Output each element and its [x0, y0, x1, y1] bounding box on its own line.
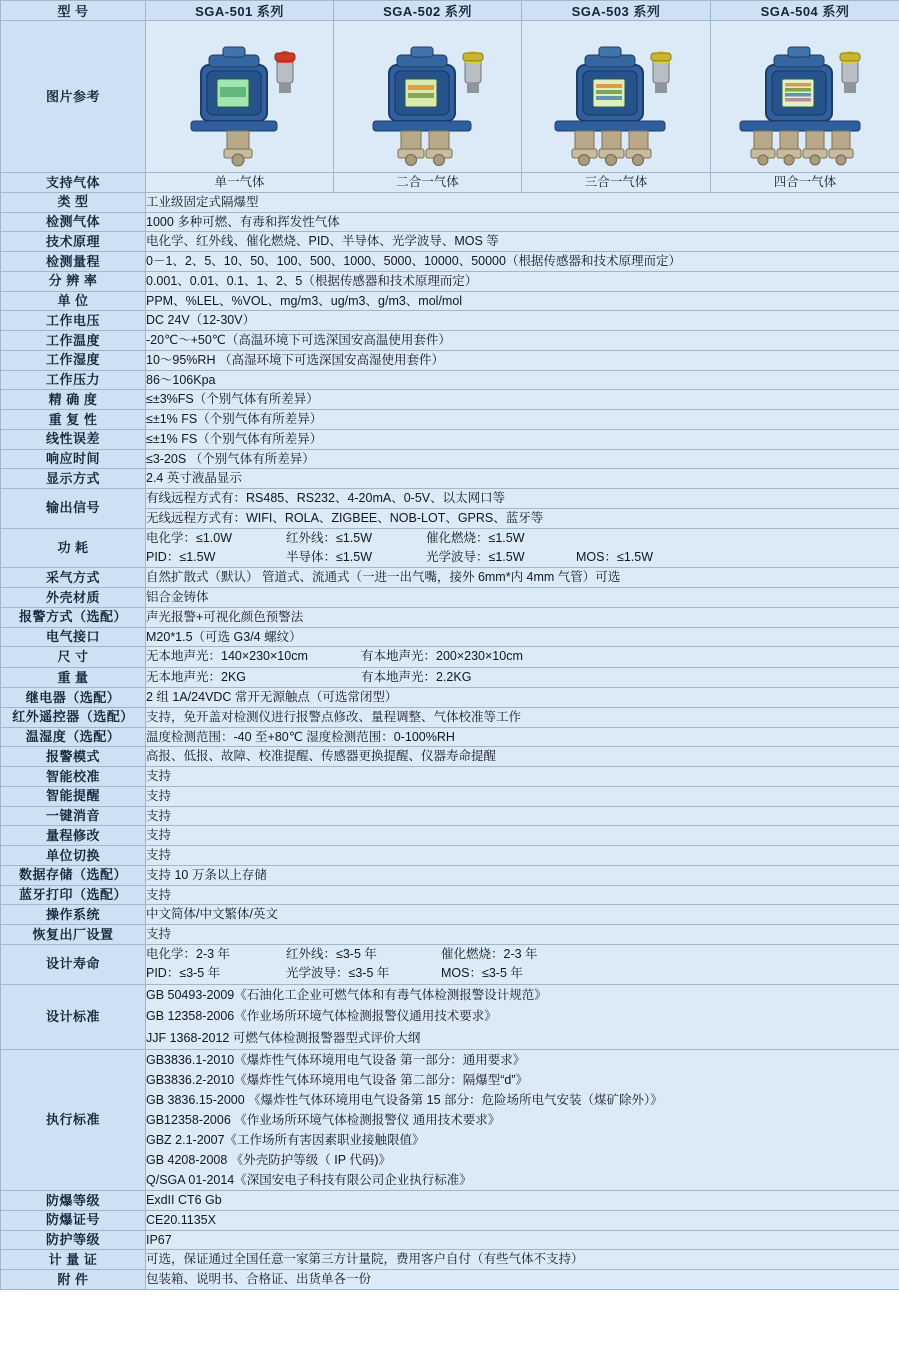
row-value-type: 工业级固定式隔爆型	[146, 192, 899, 212]
row-label-unit: 单 位	[1, 291, 146, 311]
table-row-work-humidity	[1, 350, 899, 370]
row-value-data-storage-optional: 支持 10 万条以上存储	[146, 865, 899, 885]
detector-2-sensor	[353, 27, 503, 167]
row-value-detect-gas: 1000 多种可燃、有毒和挥发性气体	[146, 212, 899, 232]
row-label-smart-calibration: 智能校准	[1, 767, 146, 787]
model-501: SGA-501 系列	[146, 1, 334, 21]
table-row-factory-reset	[1, 925, 899, 945]
exec-standard-item-7: Q/SGA 01-2014《深国安电子科技有限公司企业执行标准》	[146, 1173, 472, 1187]
life-echem: 电化学：2-3 年	[146, 946, 231, 961]
row-label-model: 型 号	[1, 1, 146, 21]
table-row-range	[1, 252, 899, 272]
row-label-data-storage-optional: 数据存储（选配）	[1, 865, 146, 885]
exec-standard-item-6: GB 4208-2008 《外壳防护等级（ IP 代码)》	[146, 1153, 391, 1167]
row-label-image-reference: 图片参考	[1, 21, 146, 173]
table-row-ir-remote-optional	[1, 707, 899, 727]
table-row-alarm-mode-optional	[1, 607, 899, 627]
table-row-power	[1, 528, 899, 568]
row-label-principle: 技术原理	[1, 232, 146, 252]
row-label-measure-certificate: 计 量 证	[1, 1250, 146, 1270]
table-row-ex-grade	[1, 1191, 899, 1211]
table-row-relay-optional	[1, 688, 899, 708]
row-value-sampling: 自然扩散式（默认） 管道式、流通式（一进一出气嘴，接外 6mm*内 4mm 气管）可选	[146, 568, 899, 588]
life-optical: 光学波导：≤3-5 年	[286, 966, 390, 981]
row-value-ir-remote-optional: 支持，免开盖对检测仪进行报警点修改、量程调整、气体校准等工作	[146, 707, 899, 727]
row-value-smart-remind: 支持	[146, 786, 899, 806]
row-label-ex-grade: 防爆等级	[1, 1191, 146, 1211]
table-row-display	[1, 469, 899, 489]
row-label-exec-standard: 执行标准	[1, 1050, 146, 1191]
model-504: SGA-504 系列	[711, 1, 899, 21]
row-value-work-pressure: 86～106Kpa	[146, 370, 899, 390]
row-label-electrical-port: 电气接口	[1, 627, 146, 647]
table-row-accuracy	[1, 390, 899, 410]
detector-image-501	[146, 21, 334, 173]
row-label-dimension: 尺 寸	[1, 647, 146, 667]
detector-image-502	[334, 21, 522, 173]
row-label-work-pressure: 工作压力	[1, 370, 146, 390]
row-label-range: 检测量程	[1, 252, 146, 272]
row-value-work-humidity: 10～95%RH （高湿环境下可选深国安高湿使用套件）	[146, 350, 899, 370]
row-label-work-temp: 工作温度	[1, 331, 146, 351]
row-label-alarm-mode-optional: 报警方式（选配）	[1, 607, 146, 627]
table-row-weight	[1, 667, 899, 687]
table-row-smart-calibration	[1, 767, 899, 787]
detector-image-503	[522, 21, 711, 173]
row-label-relay-optional: 继电器（选配）	[1, 688, 146, 708]
row-value-factory-reset: 支持	[146, 925, 899, 945]
row-label-repeatability: 重 复 性	[1, 410, 146, 430]
row-label-ir-remote-optional: 红外遥控器（选配）	[1, 707, 146, 727]
row-value-smart-calibration: 支持	[146, 767, 899, 787]
power-catalytic: 催化燃烧：≤1.5W	[426, 530, 525, 545]
table-row-work-temp	[1, 331, 899, 351]
row-label-ex-certificate: 防爆证号	[1, 1210, 146, 1230]
design-standard-item-3: JJF 1368-2012 可燃气体检测报警器型式评价大纲	[146, 1030, 421, 1045]
weight-without-sounder: 无本地声光：2KG	[146, 669, 247, 684]
row-label-response-time: 响应时间	[1, 449, 146, 469]
exec-standard-item-4: GB12358-2006 《作业场所环境气体检测报警仪 通用技术要求》	[146, 1113, 501, 1127]
detector-4-sensor	[730, 27, 880, 167]
table-row-temp-humidity-optional	[1, 727, 899, 747]
row-label-one-key-mute: 一键消音	[1, 806, 146, 826]
row-value-alarm-modes: 高报、低报、故障、校准提醒、传感器更换提醒、仪器寿命提醒	[146, 747, 899, 767]
row-value-measure-certificate: 可选，保证通过全国任意一家第三方计量院，费用客户自付（有些气体不支持）	[146, 1250, 899, 1270]
row-value-resolution: 0.001、0.01、0.1、1、2、5（根据传感器和技术原理而定）	[146, 271, 899, 291]
row-label-range-modify: 量程修改	[1, 826, 146, 846]
life-ir: 红外线：≤3-5 年	[286, 946, 377, 961]
row-label-os: 操作系统	[1, 905, 146, 925]
table-row-ip-grade	[1, 1230, 899, 1250]
table-row-principle	[1, 232, 899, 252]
table-row-type	[1, 192, 899, 212]
table-row-work-voltage	[1, 311, 899, 331]
row-value-shell: 铝合金铸体	[146, 588, 899, 608]
table-row-exec-standard	[1, 1050, 899, 1191]
row-label-temp-humidity-optional: 温湿度（选配）	[1, 727, 146, 747]
row-value-work-voltage: DC 24V（12-30V）	[146, 311, 899, 331]
row-value-display: 2.4 英寸液晶显示	[146, 469, 899, 489]
table-row-range-modify	[1, 826, 899, 846]
life-pid: PID：≤3-5 年	[146, 966, 221, 981]
row-value-linearity: ≤±1% FS（个别气体有所差异）	[146, 429, 899, 449]
table-row-response-time	[1, 449, 899, 469]
table-row-sampling	[1, 568, 899, 588]
row-label-power: 功 耗	[1, 528, 146, 568]
row-value-accuracy: ≤±3%FS（个别气体有所差异）	[146, 390, 899, 410]
table-row-design-standard	[1, 984, 899, 1050]
row-value-os: 中文简体/中文繁体/英文	[146, 905, 899, 925]
row-value-alarm-mode-optional: 声光报警+可视化颜色预警法	[146, 607, 899, 627]
table-row-shell	[1, 588, 899, 608]
power-semiconductor: 半导体：≤1.5W	[286, 549, 373, 564]
row-value-output-wired: 有线远程方式有：RS485、RS232、4-20mA、0-5V、以太网口等	[146, 489, 899, 509]
exec-standard-item-3: GB 3836.15-2000 《爆炸性气体环境用电气设备第 15 部分：危险场所电气安装（煤矿除外）》	[146, 1093, 663, 1107]
row-label-work-voltage: 工作电压	[1, 311, 146, 331]
row-label-accessories: 附 件	[1, 1270, 146, 1290]
support-gas-504: 四合一气体	[711, 173, 899, 193]
row-value-one-key-mute: 支持	[146, 806, 899, 826]
row-value-range: 0－1、2、5、10、50、100、500、1000、5000、10000、50000（根据传感器和技术原理而定）	[146, 252, 899, 272]
table-row-smart-remind	[1, 786, 899, 806]
support-gas-503: 三合一气体	[522, 173, 711, 193]
weight-with-sounder: 有本地声光：2.2KG	[361, 669, 472, 684]
table-row-unit	[1, 291, 899, 311]
exec-standard-item-2: GB3836.2-2010《爆炸性气体环境用电气设备 第二部分：隔爆型“d”》	[146, 1073, 529, 1087]
row-value-repeatability: ≤±1% FS（个别气体有所差异）	[146, 410, 899, 430]
table-row-work-pressure	[1, 370, 899, 390]
design-standard-item-1: GB 50493-2009《石油化工企业可燃气体和有毒气体检测报警设计规范》	[146, 987, 547, 1002]
row-label-ip-grade: 防护等级	[1, 1230, 146, 1250]
table-row-linearity	[1, 429, 899, 449]
table-row-measure-certificate	[1, 1250, 899, 1270]
exec-standard-item-5: GBZ 2.1-2007《工作场所有害因素职业接触限值》	[146, 1133, 425, 1147]
table-row-os	[1, 905, 899, 925]
power-echem: 电化学：≤1.0W	[146, 530, 233, 545]
table-row-detect-gas	[1, 212, 899, 232]
row-label-work-humidity: 工作湿度	[1, 350, 146, 370]
row-value-relay-optional: 2 组 1A/24VDC 常开无源触点（可选常闭型）	[146, 688, 899, 708]
table-row-accessories	[1, 1270, 899, 1290]
table-row-image-reference	[1, 21, 899, 173]
dimension-with-sounder: 有本地声光：200×230×10cm	[361, 649, 523, 664]
row-label-design-life: 设计寿命	[1, 944, 146, 984]
table-row-resolution	[1, 271, 899, 291]
row-label-factory-reset: 恢复出厂设置	[1, 925, 146, 945]
row-label-linearity: 线性误差	[1, 429, 146, 449]
table-row-ex-certificate	[1, 1210, 899, 1230]
support-gas-501: 单一气体	[146, 173, 334, 193]
row-value-power	[146, 528, 899, 568]
row-label-unit-switch: 单位切换	[1, 846, 146, 866]
support-gas-502: 二合一气体	[334, 173, 522, 193]
row-value-work-temp: -20℃～+50℃（高温环境下可选深国安高温使用套件）	[146, 331, 899, 351]
row-label-support-gas: 支持气体	[1, 173, 146, 193]
detector-3-sensor	[541, 27, 691, 167]
dimension-without-sounder: 无本地声光：140×230×10cm	[146, 649, 308, 664]
life-mos: MOS：≤3-5 年	[441, 966, 523, 981]
power-optical: 光学波导：≤1.5W	[426, 549, 525, 564]
row-value-exec-standard	[146, 1050, 899, 1191]
row-label-design-standard: 设计标准	[1, 984, 146, 1050]
row-value-response-time: ≤3-20S （个别气体有所差异）	[146, 449, 899, 469]
row-value-unit: PPM、%LEL、%VOL、mg/m3、ug/m3、g/m3、mol/mol	[146, 291, 899, 311]
table-row-model	[1, 1, 899, 21]
power-ir: 红外线：≤1.5W	[286, 530, 373, 545]
model-503: SGA-503 系列	[522, 1, 711, 21]
power-pid: PID：≤1.5W	[146, 549, 216, 564]
table-row-bluetooth-print-optional	[1, 885, 899, 905]
table-row-electrical-port	[1, 627, 899, 647]
table-row-alarm-modes	[1, 747, 899, 767]
row-label-detect-gas: 检测气体	[1, 212, 146, 232]
row-label-weight: 重 量	[1, 667, 146, 687]
life-catalytic: 催化燃烧：2-3 年	[441, 946, 538, 961]
row-value-dimension	[146, 647, 899, 667]
row-label-type: 类 型	[1, 192, 146, 212]
exec-standard-item-1: GB3836.1-2010《爆炸性气体环境用电气设备 第一部分：通用要求》	[146, 1053, 526, 1067]
row-value-temp-humidity-optional: 温度检测范围：-40 至+80℃ 湿度检测范围：0-100%RH	[146, 727, 899, 747]
row-value-weight	[146, 667, 899, 687]
row-value-ex-grade: ExdII CT6 Gb	[146, 1191, 899, 1211]
power-mos: MOS：≤1.5W	[576, 549, 654, 564]
row-value-design-standard	[146, 984, 899, 1050]
table-row-unit-switch	[1, 846, 899, 866]
table-row-dimension	[1, 647, 899, 667]
row-value-ip-grade: IP67	[146, 1230, 899, 1250]
row-value-range-modify: 支持	[146, 826, 899, 846]
detector-image-504	[711, 21, 899, 173]
table-row-repeatability	[1, 410, 899, 430]
row-label-bluetooth-print-optional: 蓝牙打印（选配）	[1, 885, 146, 905]
row-label-alarm-modes: 报警模式	[1, 747, 146, 767]
row-value-electrical-port: M20*1.5（可选 G3/4 螺纹）	[146, 627, 899, 647]
row-value-unit-switch: 支持	[146, 846, 899, 866]
table-row-output-wired	[1, 489, 899, 509]
row-value-principle: 电化学、红外线、催化燃烧、PID、半导体、光学波导、MOS 等	[146, 232, 899, 252]
table-row-data-storage-optional	[1, 865, 899, 885]
row-value-bluetooth-print-optional: 支持	[146, 885, 899, 905]
table-row-one-key-mute	[1, 806, 899, 826]
row-label-shell: 外壳材质	[1, 588, 146, 608]
row-label-output: 输出信号	[1, 489, 146, 529]
row-label-accuracy: 精 确 度	[1, 390, 146, 410]
model-502: SGA-502 系列	[334, 1, 522, 21]
row-value-ex-certificate: CE20.1135X	[146, 1210, 899, 1230]
row-label-display: 显示方式	[1, 469, 146, 489]
row-label-resolution: 分 辨 率	[1, 271, 146, 291]
row-value-accessories: 包装箱、说明书、合格证、出货单各一份	[146, 1270, 899, 1290]
table-row-support-gas	[1, 173, 899, 193]
design-standard-item-2: GB 12358-2006《作业场所环境气体检测报警仪通用技术要求》	[146, 1009, 497, 1023]
row-label-sampling: 采气方式	[1, 568, 146, 588]
row-value-output-wireless: 无线远程方式有：WIFI、ROLA、ZIGBEE、NOB-LOT、GPRS、蓝牙等	[146, 508, 899, 528]
detector-1-sensor	[165, 27, 315, 167]
row-value-design-life	[146, 944, 899, 984]
table-row-design-life	[1, 944, 899, 984]
row-label-smart-remind: 智能提醒	[1, 786, 146, 806]
